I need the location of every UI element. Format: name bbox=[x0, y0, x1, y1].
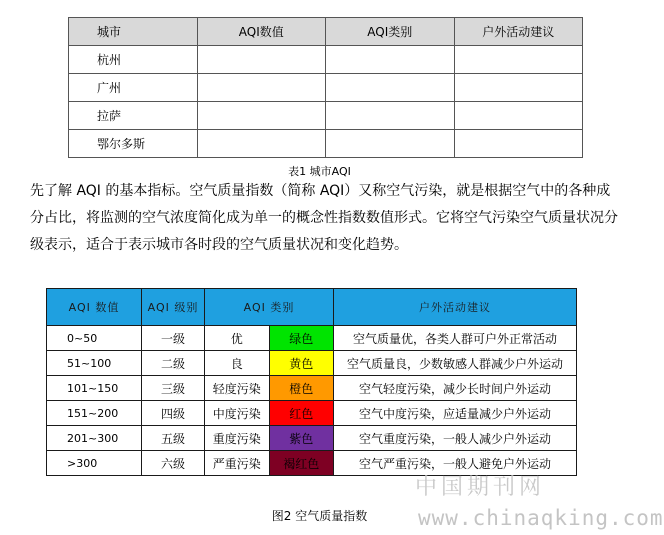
table1-caption: 表1 城市AQI bbox=[288, 165, 351, 178]
body-paragraph bbox=[30, 178, 624, 259]
aqi-category-cell bbox=[326, 102, 455, 130]
aqi-range-cell: 0~50 bbox=[47, 326, 142, 351]
aqi-category-cell: 重度污染 bbox=[205, 426, 270, 451]
advice-cell bbox=[454, 74, 583, 102]
aqi-level-cell: 二级 bbox=[142, 351, 205, 376]
aqi-range-cell: 51~100 bbox=[47, 351, 142, 376]
aqi-category-cell: 严重污染 bbox=[205, 451, 270, 476]
table-row bbox=[69, 102, 583, 130]
advice-cell: 空气质量良，少数敏感人群减少户外运动 bbox=[334, 351, 577, 376]
advice-cell bbox=[454, 130, 583, 158]
aqi-category-cell bbox=[326, 74, 455, 102]
aqi-range-cell: 101~150 bbox=[47, 376, 142, 401]
aqi-index-table bbox=[46, 288, 577, 476]
aqi-category-cell: 良 bbox=[205, 351, 270, 376]
aqi-level-cell: 一级 bbox=[142, 326, 205, 351]
advice-cell: 空气重度污染，一般人减少户外运动 bbox=[334, 426, 577, 451]
table1-header-city: 城市 bbox=[69, 18, 198, 46]
color-swatch-cell: 绿色 bbox=[269, 326, 334, 351]
advice-cell bbox=[454, 46, 583, 74]
color-swatch-cell: 黄色 bbox=[269, 351, 334, 376]
table-row bbox=[47, 351, 577, 376]
aqi-category-cell: 优 bbox=[205, 326, 270, 351]
table1-header-row bbox=[69, 18, 583, 46]
color-swatch-cell: 褐红色 bbox=[269, 451, 334, 476]
city-cell: 鄂尔多斯 bbox=[69, 130, 198, 158]
color-swatch-cell: 红色 bbox=[269, 401, 334, 426]
aqi-value-cell bbox=[197, 46, 326, 74]
aqi-category-cell bbox=[326, 46, 455, 74]
city-cell: 拉萨 bbox=[69, 102, 198, 130]
city-cell: 广州 bbox=[69, 74, 198, 102]
aqi-level-cell: 五级 bbox=[142, 426, 205, 451]
aqi-range-cell: >300 bbox=[47, 451, 142, 476]
table2-header-category: AQI 类别 bbox=[205, 289, 334, 326]
table2-header-row bbox=[47, 289, 577, 326]
advice-cell: 空气中度污染，应适量减少户外运动 bbox=[334, 401, 577, 426]
table1-header-aqi-category: AQI类别 bbox=[326, 18, 455, 46]
advice-cell bbox=[454, 102, 583, 130]
advice-cell: 空气严重污染，一般人避免户外运动 bbox=[334, 451, 577, 476]
table2-header-value: AQI 数值 bbox=[47, 289, 142, 326]
aqi-value-cell bbox=[197, 130, 326, 158]
aqi-value-cell bbox=[197, 102, 326, 130]
table-row bbox=[69, 46, 583, 74]
aqi-range-cell: 201~300 bbox=[47, 426, 142, 451]
aqi-value-cell bbox=[197, 74, 326, 102]
aqi-category-cell bbox=[326, 130, 455, 158]
table-row bbox=[47, 376, 577, 401]
table-row bbox=[47, 326, 577, 351]
color-swatch-cell: 橙色 bbox=[269, 376, 334, 401]
paragraph-text: 先了解 AQI 的基本指标。空气质量指数（简称 AQI）又称空气污染，就是根据空气中的各种成分占比，将监测的空气浓度简化成为单一的概念性指数数值形式。它将空气污染空气质量状况分级表示，适合于表示城市各时段的空气质量状况和变化趋势。 bbox=[30, 183, 618, 253]
city-aqi-table bbox=[68, 17, 583, 158]
table1-header-aqi-value: AQI数值 bbox=[197, 18, 326, 46]
aqi-level-cell: 四级 bbox=[142, 401, 205, 426]
figure2-caption: 图2 空气质量指数 bbox=[271, 509, 368, 523]
aqi-level-cell: 三级 bbox=[142, 376, 205, 401]
watermark-url: www.chinaqking.com bbox=[418, 506, 664, 530]
aqi-category-cell: 中度污染 bbox=[205, 401, 270, 426]
table1-header-advice: 户外活动建议 bbox=[454, 18, 583, 46]
table-row bbox=[69, 74, 583, 102]
table2-header-advice: 户外活动建议 bbox=[334, 289, 577, 326]
color-swatch-cell: 紫色 bbox=[269, 426, 334, 451]
city-cell: 杭州 bbox=[69, 46, 198, 74]
table2-header-level: AQI 级别 bbox=[142, 289, 205, 326]
table-row bbox=[47, 401, 577, 426]
aqi-level-cell: 六级 bbox=[142, 451, 205, 476]
table-row bbox=[69, 130, 583, 158]
aqi-category-cell: 轻度污染 bbox=[205, 376, 270, 401]
watermark-cn: 中国期刊网 bbox=[415, 475, 546, 500]
aqi-range-cell: 151~200 bbox=[47, 401, 142, 426]
advice-cell: 空气质量优，各类人群可户外正常活动 bbox=[334, 326, 577, 351]
table-row bbox=[47, 426, 577, 451]
advice-cell: 空气轻度污染，减少长时间户外运动 bbox=[334, 376, 577, 401]
